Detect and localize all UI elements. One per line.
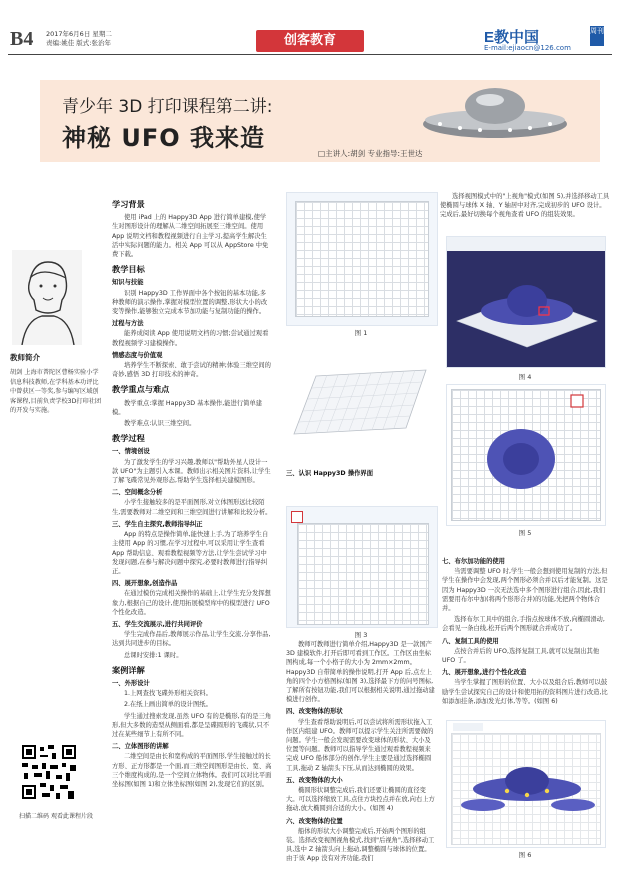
teacher-bio: 胡剑 上海市普陀区曹杨实验小学信息科技教师,在学科基本功评比中曾获区一等奖,参与编写区域创客课程,目前负责学校3D打印社团的开发与实施。: [10, 369, 102, 415]
subheading: 九、展开想象,进行个性化改造: [442, 669, 527, 677]
subheading: 五、改变物体的大小: [286, 776, 343, 784]
subheading: 一、外形设计: [112, 679, 150, 687]
figure-3-caption: 图 3: [354, 631, 368, 639]
column-2-intro: [286, 466, 436, 481]
paragraph: 2.在纸上画出简单的设计图纸。: [124, 701, 212, 709]
subheading: 四、改变物体的形状: [286, 708, 343, 716]
ufo-top-view: [447, 385, 605, 525]
app-toolbar: [447, 237, 605, 251]
paragraph: 选择布尔工具中的组合,手指点按球体不放,向椭圆滑动,会看见一条白线,松开后两个图形就合并成功了。: [442, 616, 605, 633]
subheading: 四、展开想象,创造作品: [112, 580, 178, 588]
editor-credits: 责编:姚佳 版式:张治年: [46, 39, 111, 47]
teacher-heading: 教师简介: [10, 353, 40, 362]
paragraph: 船体的形状大小调整完成后,开始两个图形的组装。选择改变视图视角模式,找到"后视角",选择移动工具,选中 Z 轴箭头向上拖动,调整椭圆与球体的位置。由于该 App 没有对齐功能,我们: [286, 827, 435, 863]
subheading: 五、学生交流展示,进行共同评价: [112, 620, 203, 628]
qr-code[interactable]: [20, 740, 78, 804]
teacher-portrait: [12, 250, 82, 345]
paragraph: 二维空间是由长和宽构成的平面图形,学生接触过的长方形、正方形都是一个面,而三维空间图形是由长、宽、高三个维度构成的,是一个空间立体物体。我们可以对比平面坐标图(如图 1)和立体坐标图(如图 2),发现它们的区别。: [112, 753, 272, 788]
subheading: 知识与技能: [112, 279, 144, 287]
plane-grid: [295, 201, 429, 317]
subheading: 二、立体图形的讲解: [112, 743, 169, 751]
figure-6-caption: 图 6: [518, 851, 532, 859]
app-workspace-grid: [297, 523, 429, 625]
ufo-illustration: [420, 84, 570, 146]
column-2: [286, 640, 436, 866]
heading-process: 教学过程: [112, 433, 145, 444]
paragraph: 学生通过搜索发现,虽然 UFO 有的是椭形,有的是三角形,但大多数的造型从侧面看,都是呈碟圆形的飞碟状,只不过在某些细节上有所不同。: [112, 712, 272, 738]
heading-case-study: 案例详解: [112, 664, 145, 675]
paragraph: 为了激发学生的学习兴趣,教师以"帮助外星人设计一款 UFO"为主题引入本课。教师出示相关图片资料,让学生了解飞碟常见外观形态,帮助学生选择相关建模图形。: [112, 458, 271, 485]
subheading: 六、改变物体的位置: [286, 817, 343, 825]
menu-grid-icon[interactable]: [291, 511, 303, 523]
figure-6: [446, 720, 606, 848]
paragraph: 1.上网查找飞碟外形相关资料。: [124, 690, 212, 698]
paragraph: 当需要调整 UFO 时,学生一般会想到使用复制的方法,但学生在操作中会发现,两个图形必须合并以后才能复制。这是因为 Happy3D 一次无法选中多个图形进行组合,因此,我们需要用布尔中加(将两个形形合并)的功能,先把两个物体合并。: [442, 568, 608, 613]
paragraph: 总课时安排:1 课时。: [124, 651, 183, 659]
subheading: 七、布尔加功能的使用: [442, 558, 505, 565]
paragraph: 学生完成作品后,教师展示作品,让学生交流,分享作品,达到共同进步的目标。: [112, 631, 271, 648]
heading-objectives: 教学目标: [112, 264, 145, 275]
paragraph: 培养学生不断探索、敢于尝试的精神;体验三维空间的奇妙,感悟 3D 打印技术的神奇。: [112, 362, 271, 379]
contact-email: E-mail:ejiaocn@126.com: [484, 44, 571, 52]
subheading: 三、学生自主探究,教师指导纠正: [112, 520, 203, 528]
logo-text: E教中国: [484, 29, 540, 46]
heading-background: 学习背景: [112, 199, 145, 209]
figure-1: [286, 192, 438, 326]
paragraph: 识别 Happy3D 工作界面中各个按钮的基本功能,多种教师的演示操作,掌握对模型位置的调整,形状大小的改变等操作,能够独立完成本节加功能与复制功能的操作。: [112, 289, 268, 316]
figure-5-caption: 图 5: [518, 529, 532, 537]
figure-2: [286, 346, 436, 462]
figure-4: [446, 236, 606, 368]
paragraph: 当学生掌握了图形的位置、大小以及组合后,教师可以鼓励学生尝试探究自己的设计和使用拓的资料图片进行改造,比如添加挂条,添加发光灯体,等等。(如图 6): [442, 679, 608, 705]
figure-3: [286, 506, 438, 628]
paragraph: 椭圆形状调整完成后,我们还要让椭圆的直径变大。可以选择缩放工具,点住方块控点并在放,向右上方拖动,放大椭圆到合适的大小。(如图 4): [286, 787, 435, 813]
subheading: 三、认识 Happy3D 操作界面: [286, 470, 374, 477]
subheading: 二、空间概念分析: [112, 489, 163, 497]
decorated-ufo: [447, 721, 605, 847]
page-number: B4: [10, 28, 34, 50]
subheading: 情感态度与价值观: [112, 351, 163, 359]
subheading: 一、情境创设: [112, 448, 150, 456]
subheading: 过程与方法: [112, 320, 144, 328]
article-title: 神秘 UFO 我来造: [62, 124, 265, 152]
figure-4-caption: 图 4: [518, 373, 532, 381]
paragraph: 教学难点:认识三维空间。: [124, 420, 196, 428]
date-line: [46, 30, 112, 48]
qr-caption: 扫描二维码 观看此课程片段: [19, 813, 93, 820]
paragraph: 点按合并后的 UFO,选择复制工具,就可以复制出其他 UFO 了。: [442, 647, 600, 665]
paragraph: 教师可教师进行简单介绍,Happy3D 是一款国产 3D 建模软件,打开后即可看到工作区。工作区由坐标图构成,每一个小格子的大小为 2mm×2mm。Happy3D 自带简单的操作说明,打开 App 后,点左上角的四个小方格图标(如图 3),选择最下方的问号图标,了解所有按钮功能,我们可以根据相关说明,通过拖动建模进行创作。: [286, 641, 435, 704]
paragraph: 学生查看帮助说明后,可以尝试将所需形状拖入工作区内组建 UFO。教师可以提示学生关注所需要做的问题。学生一般会发现需要改变球体的形状、大小及位置等问题。教师可以指导学生通过观看教程视频来完成 UFO 船体部分的创作,学生主要是通过选择椭圆工具,拖动 Z 轴箭头下压,从而达到椭圆的效果。: [286, 718, 434, 772]
logo-badge: 周刊: [590, 26, 604, 46]
article-byline: □主讲人:胡剑 专业指导:王世达: [318, 149, 423, 158]
paragraph: 能养成阅读 App 使用说明文档的习惯;尝试通过观看教程视频学习建模操作。: [112, 330, 269, 347]
paragraph: 使用 iPad 上的 Happy3D App 进行简单建模,使学生对图形设计的理解从二维空间拓展至三维空间。使用 App 说明文档和教程视频进行自主学习,提高学生解决生活中实际问题的能力。相关 App 可以从 AppStore 中免费下载。: [112, 214, 269, 259]
publication-logo: [484, 26, 604, 52]
subheading: 八、复制工具的使用: [442, 637, 499, 645]
header-rule: [8, 54, 612, 55]
heading-key-points: 教学重点与难点: [112, 384, 170, 395]
paragraph: 选择视图模式中的"上视角"模式(如图 5),并选择移动工具使椭圆与球体 X 轴、Y 轴居中对齐,完成初步的 UFO 设计。完成后,最好切换每个视角查看 UFO 的组装效果。: [440, 193, 610, 219]
paragraph: App 的特点是操作简单,能快速上手,为了培养学生自主使用 App 的习惯,在学习过程中,可以采用让学生查看 App 帮助信息、观看教程视频等方法,让学生尝试学习中发现问题,在参与解决问题中探究,必要时教师进行指导纠正。: [112, 531, 269, 575]
column-3: [442, 554, 608, 708]
paragraph: 在通过模仿完成相关操作的基础上,让学生充分发挥想象力,根据自己的设计,使用拓展模型库中的模型进行 UFO 个性化改造。: [112, 590, 271, 616]
figure-5: [446, 384, 606, 526]
article-subtitle: 青少年 3D 打印课程第二讲:: [62, 97, 273, 117]
paragraph: 教学重点:掌握 Happy3D 基本操作,能进行简单建模。: [112, 399, 263, 416]
section-banner: 创客教育: [256, 30, 364, 52]
issue-date: 2017年6月6日 星期二: [46, 30, 112, 38]
column-1: [112, 194, 272, 791]
perspective-grid: [286, 346, 436, 462]
paragraph: 小学生接触较多的是平面图形,对立体图形远比较陌生,需要教师对二维空间和三维空间进行讲解和比较分析。: [112, 499, 272, 516]
figure-1-caption: 图 1: [354, 329, 368, 337]
ufo-model-view: [447, 251, 605, 367]
column-3-top: [440, 192, 610, 222]
